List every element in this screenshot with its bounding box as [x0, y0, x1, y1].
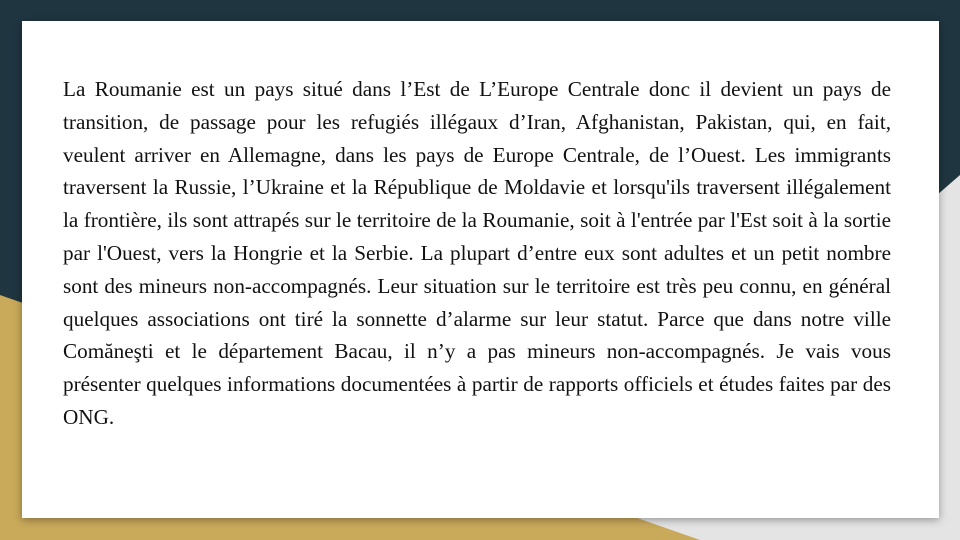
- body-paragraph: La Roumanie est un pays situé dans l’Est de L’Europe Centrale donc il devient un pays de transition, de passage pour les refugiés illégaux d’Iran, Afghanistan, Pakistan, qui, en fait, veulent arriver en Allemagne, dans les pays de Europe Centrale, de l’Ouest. Les immigrants traversent la Russie, l’Ukraine et la République de Moldavie et lorsqu'ils traversent illégalement la frontière, ils sont attrapés sur le territoire de la Roumanie, soit à l'entrée par l'Est soit à la sortie par l'Ouest, vers la Hongrie et la Serbie. La plupart d’entre eux sont adultes et un petit nombre sont des mineurs non-accompagnés. Leur situation sur le territoire est très peu connu, en général quelques associations ont tiré la sonnette d’alarme sur leur statut. Parce que dans notre ville Comăneşti et le département Bacau, il n’y a pas mineurs non-accompagnés. Je vais vous présenter quelques informations documentées à partir de rapports officiels et études faites par des ONG.: [63, 77, 891, 429]
- slide-content-card: [22, 21, 939, 518]
